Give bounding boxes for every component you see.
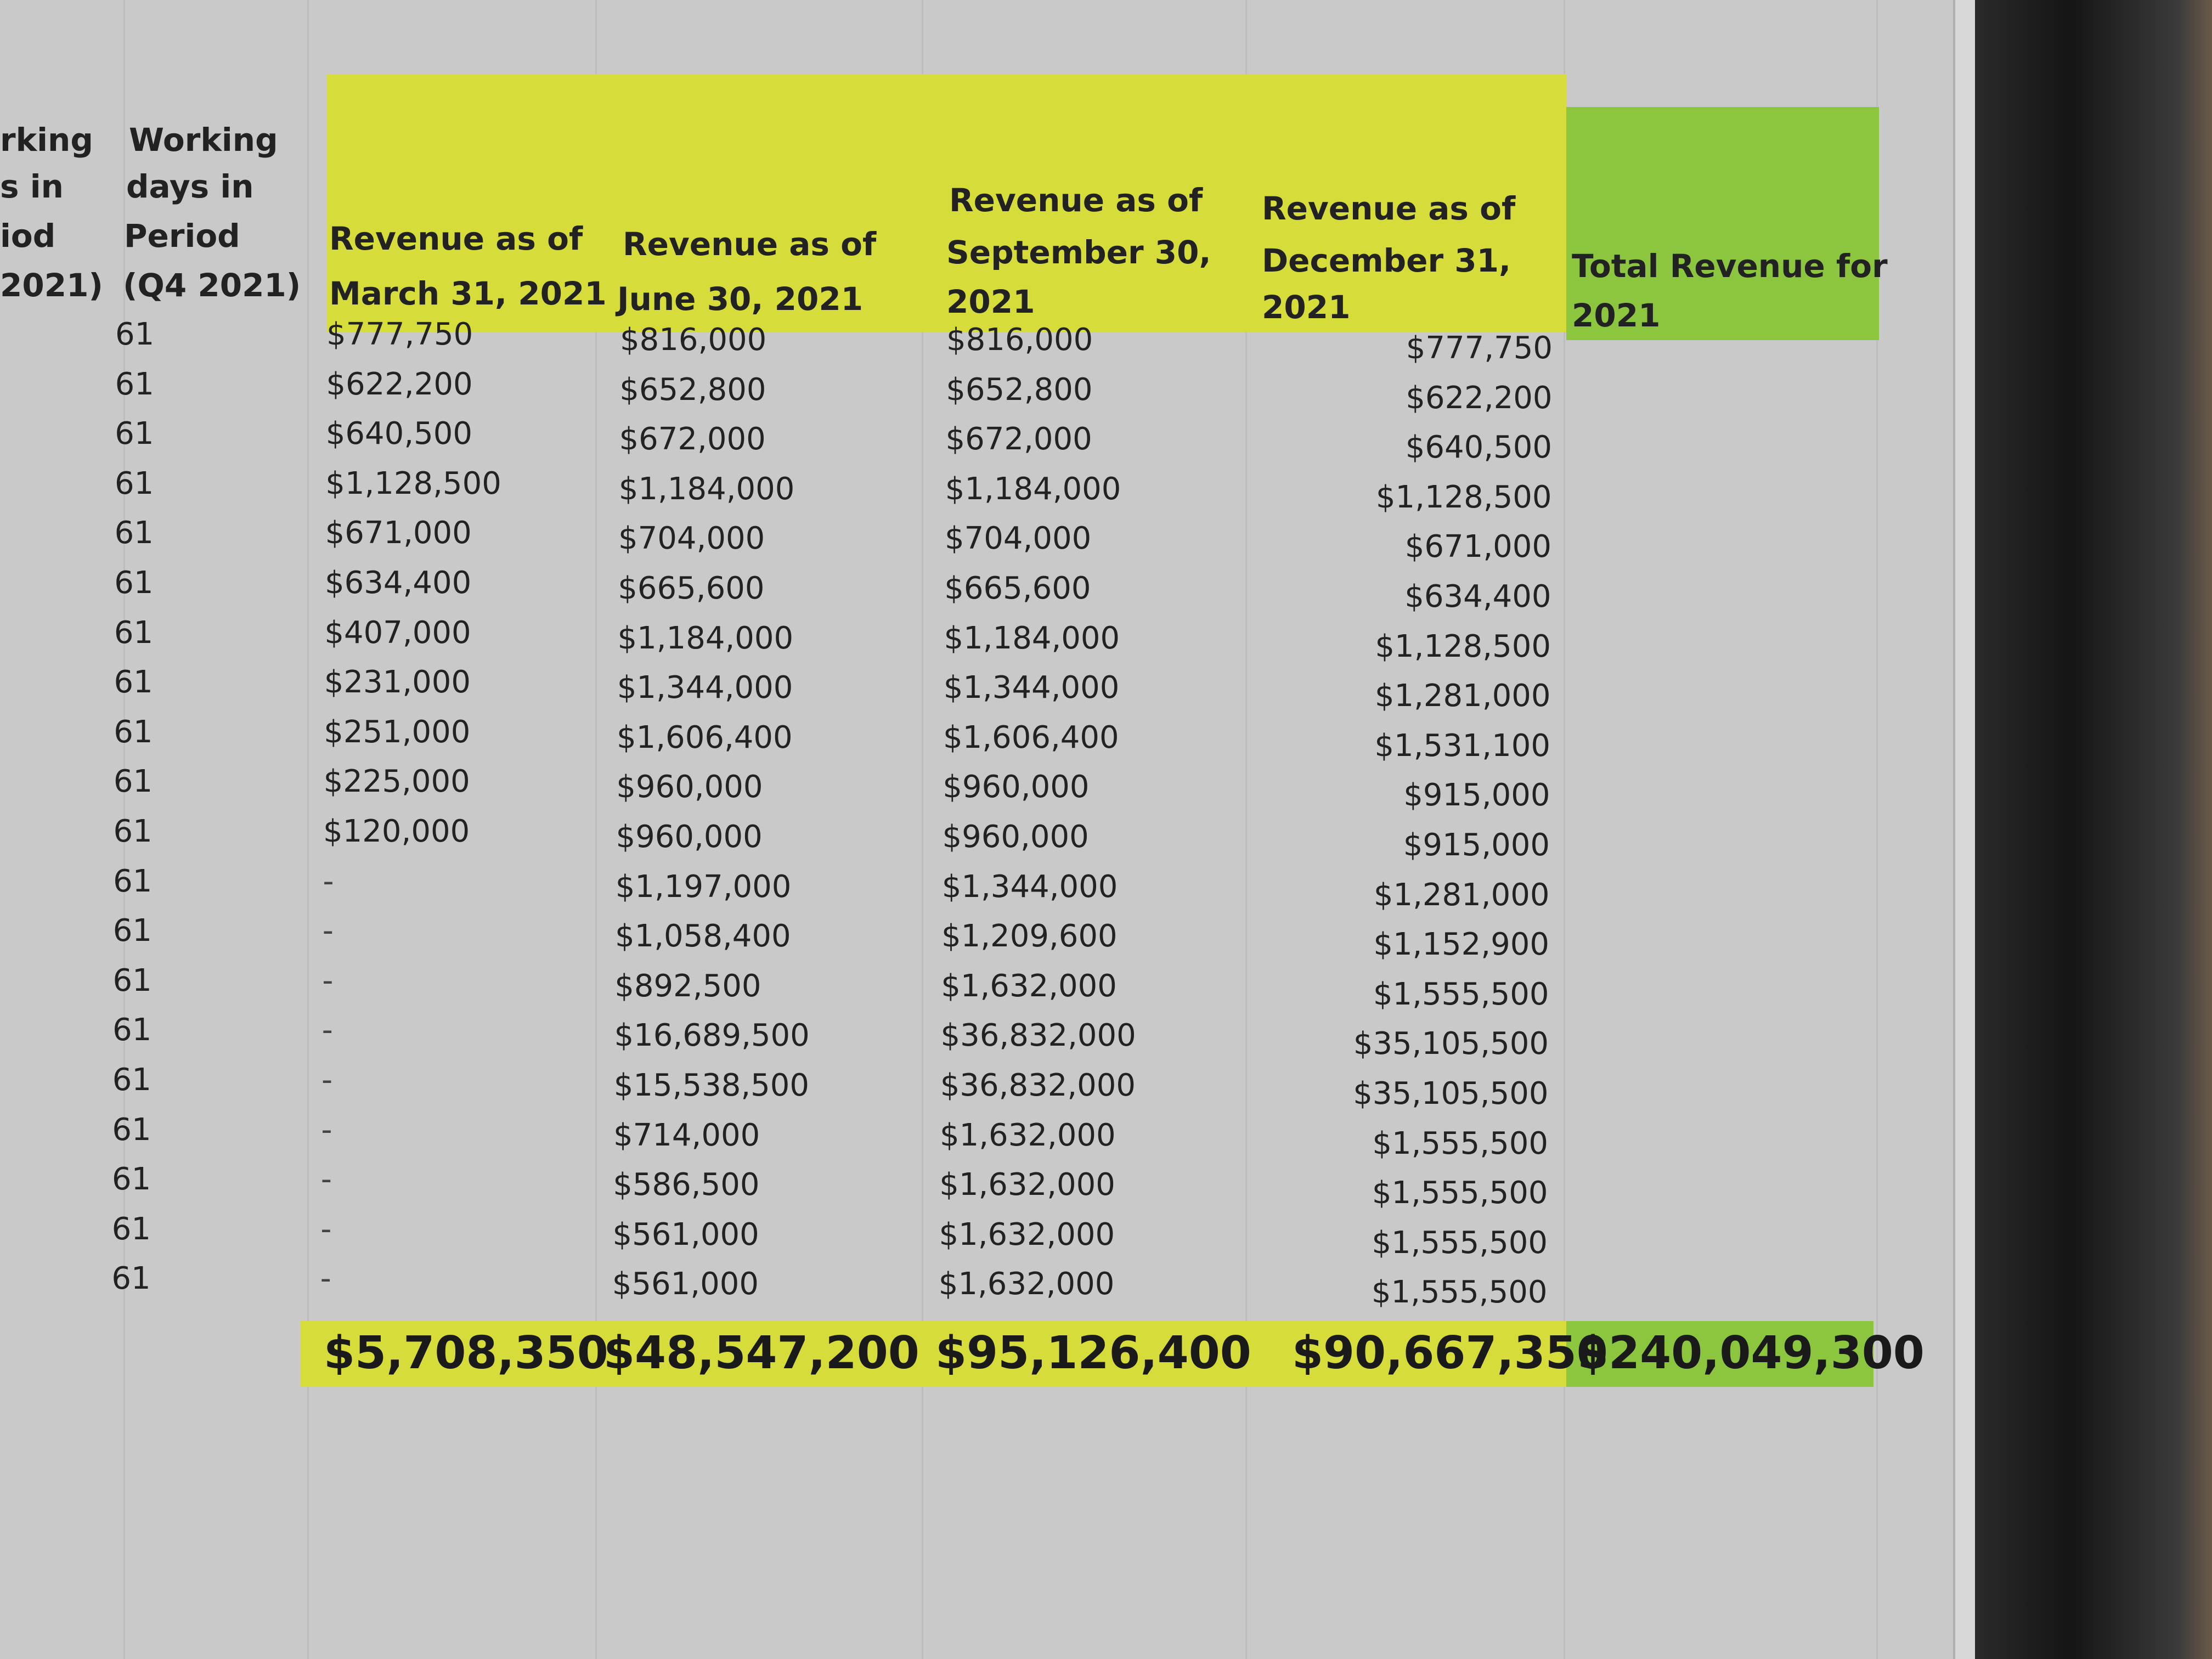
cell-q2-revenue[interactable]: $16,689,500 [614,1018,810,1054]
header-prev-working-days-line2: s in [0,168,64,205]
header-q2-line1: Revenue as of [623,225,877,263]
header-q3-line2: September 30, [946,234,1211,271]
header-working-days-line2: days in [126,168,254,205]
cell-q2-revenue[interactable]: $960,000 [616,769,763,805]
cell-q4-revenue[interactable]: $671,000 [1404,529,1551,565]
cell-q1-revenue[interactable]: $407,000 [324,614,471,651]
cell-q4-revenue[interactable]: $1,531,100 [1374,727,1550,764]
cell-q2-revenue[interactable]: $15,538,500 [613,1068,810,1103]
cell-working-days[interactable]: 61 [112,1161,151,1198]
header-q4-line2: December 31, [1262,242,1511,279]
cell-q3-revenue[interactable]: $1,632,000 [941,968,1117,1004]
cell-q2-revenue[interactable]: $816,000 [620,322,767,358]
cell-q4-revenue[interactable]: $622,200 [1406,380,1553,416]
cell-working-days[interactable]: 61 [112,913,153,949]
cell-q1-revenue[interactable]: - [320,1211,332,1247]
header-working-days-line3: Period [124,217,240,255]
cell-q1-revenue[interactable]: $120,000 [323,814,470,849]
cell-working-days[interactable]: 61 [113,764,153,800]
window-edge [1953,0,1977,1659]
header-prev-working-days-line4: 2021) [0,267,103,304]
cell-q1-revenue[interactable]: - [320,1161,332,1198]
cell-working-days[interactable]: 61 [112,1012,152,1048]
cell-q1-revenue[interactable]: - [323,863,334,899]
cell-q4-revenue[interactable]: $1,281,000 [1374,678,1551,714]
cell-q4-revenue[interactable]: $1,152,900 [1373,927,1549,963]
cell-working-days[interactable]: 61 [111,1211,151,1247]
cell-q2-revenue[interactable]: $1,197,000 [615,868,792,905]
cell-q4-revenue[interactable]: $1,128,500 [1375,479,1552,515]
cell-q3-revenue[interactable]: $1,344,000 [943,670,1120,706]
header-working-days-line1: Working [129,121,278,159]
cell-q4-revenue[interactable]: $1,128,500 [1375,628,1551,664]
cell-q4-revenue[interactable]: $1,555,500 [1373,976,1549,1012]
header-q1-line2: March 31, 2021 [329,275,607,312]
cell-working-days[interactable]: 61 [112,1062,152,1098]
cell-q4-revenue[interactable]: $777,750 [1406,330,1553,366]
header-total-line1: Total Revenue for [1572,247,1888,285]
header-q3-line3: 2021 [946,283,1035,320]
cell-q3-revenue[interactable]: $1,209,600 [941,918,1118,955]
cell-working-days[interactable]: 61 [114,515,154,551]
total-year[interactable]: $240,049,300 [1577,1327,1925,1379]
cell-q3-revenue[interactable]: $1,344,000 [941,868,1118,905]
cell-q2-revenue[interactable]: $1,058,400 [615,918,791,955]
cell-q3-revenue[interactable]: $960,000 [943,769,1090,805]
cell-q4-revenue[interactable]: $915,000 [1403,777,1550,814]
cell-q1-revenue[interactable]: $671,000 [325,515,472,551]
cell-q2-revenue[interactable]: $1,344,000 [617,670,793,706]
cell-q3-revenue[interactable]: $672,000 [945,421,1092,458]
total-q2[interactable]: $48,547,200 [603,1327,919,1379]
cell-q2-revenue[interactable]: $1,606,400 [617,719,793,755]
cell-q2-revenue[interactable]: $1,184,000 [618,471,795,507]
monitor-bezel [1975,0,2212,1659]
cell-q4-revenue[interactable]: $1,281,000 [1373,877,1550,913]
cell-q1-revenue[interactable]: - [321,1062,333,1098]
cell-q3-revenue[interactable]: $704,000 [945,521,1092,557]
cell-working-days[interactable]: 61 [112,1111,151,1148]
cell-q2-revenue[interactable]: $561,000 [612,1266,759,1302]
cell-working-days[interactable]: 61 [112,962,152,998]
cell-q1-revenue[interactable]: $640,500 [325,416,472,452]
cell-q1-revenue[interactable]: $251,000 [324,714,471,750]
cell-q2-revenue[interactable]: $704,000 [618,521,765,557]
cell-q1-revenue[interactable]: - [321,1111,332,1148]
cell-q4-revenue[interactable]: $1,555,500 [1372,1125,1548,1161]
cell-q1-revenue[interactable]: - [320,1261,331,1297]
header-q4-line3: 2021 [1262,289,1351,326]
cell-working-days[interactable]: 61 [114,614,154,651]
cell-working-days[interactable]: 61 [113,863,153,899]
cell-q2-revenue[interactable]: $665,600 [618,571,765,606]
header-total-line2: 2021 [1572,297,1661,334]
cell-q1-revenue[interactable]: $777,750 [326,317,473,352]
cell-q3-revenue[interactable]: $652,800 [946,371,1093,408]
cell-q1-revenue[interactable]: $231,000 [324,664,471,701]
cell-q4-revenue[interactable]: $915,000 [1403,827,1550,863]
header-q3-line1: Revenue as of [949,182,1203,219]
cell-working-days[interactable]: 61 [115,366,154,402]
header-q1-line1: Revenue as of [329,220,583,257]
cell-q3-revenue[interactable]: $665,600 [944,571,1091,606]
cell-q4-revenue[interactable]: $1,555,500 [1372,1175,1548,1211]
cell-q3-revenue[interactable]: $960,000 [942,819,1089,855]
cell-q1-revenue[interactable]: - [321,1012,333,1048]
cell-q2-revenue[interactable]: $892,500 [614,968,761,1004]
cell-q4-revenue[interactable]: $640,500 [1405,430,1552,466]
cell-working-days[interactable]: 61 [114,565,154,601]
cell-working-days[interactable]: 61 [111,1261,151,1297]
cell-q4-revenue[interactable]: $1,555,500 [1372,1224,1548,1261]
cell-q1-revenue[interactable]: $1,128,500 [325,465,501,501]
cell-q4-revenue[interactable]: $1,555,500 [1371,1274,1548,1311]
cell-q3-revenue[interactable]: $1,632,000 [940,1117,1116,1153]
cell-working-days[interactable]: 61 [115,416,154,452]
total-q4[interactable]: $90,667,350 [1292,1327,1608,1379]
cell-q3-revenue[interactable]: $36,832,000 [940,1018,1136,1054]
total-q3[interactable]: $95,126,400 [935,1327,1251,1379]
cell-q4-revenue[interactable]: $35,105,500 [1353,1026,1549,1062]
cell-working-days[interactable]: 61 [113,814,153,849]
cell-q2-revenue[interactable]: $586,500 [613,1167,760,1203]
header-prev-working-days-line1: rking [0,121,93,159]
cell-working-days[interactable]: 61 [115,317,155,352]
cell-q1-revenue[interactable]: $634,400 [325,565,472,601]
cell-q2-revenue[interactable]: $561,000 [612,1216,759,1252]
cell-q3-revenue[interactable]: $36,832,000 [940,1068,1136,1103]
cell-q2-revenue[interactable]: $652,800 [619,371,766,408]
header-prev-working-days-line3: iod [0,217,56,255]
total-q1[interactable]: $5,708,350 [324,1327,608,1379]
cell-q3-revenue[interactable]: $1,606,400 [943,719,1119,755]
cell-q3-revenue[interactable]: $1,632,000 [938,1266,1115,1302]
cell-q1-revenue[interactable]: - [322,913,334,949]
header-q2-line2: June 30, 2021 [617,280,864,318]
header-q4-line1: Revenue as of [1262,190,1516,227]
cell-q1-revenue[interactable]: - [322,962,334,998]
cell-q4-revenue[interactable]: $634,400 [1404,579,1551,614]
cell-working-days[interactable]: 61 [114,465,154,501]
column-divider [307,0,309,1659]
cell-q3-revenue[interactable]: $1,632,000 [939,1216,1115,1252]
cell-q1-revenue[interactable]: $622,200 [326,366,473,402]
header-working-days-line4: (Q4 2021) [123,267,301,304]
cell-q2-revenue[interactable]: $672,000 [619,421,766,458]
cell-q3-revenue[interactable]: $816,000 [946,322,1093,358]
cell-working-days[interactable]: 61 [114,664,153,701]
cell-q2-revenue[interactable]: $714,000 [613,1117,760,1153]
cell-q4-revenue[interactable]: $35,105,500 [1353,1076,1549,1111]
cell-q2-revenue[interactable]: $960,000 [616,819,763,855]
cell-q2-revenue[interactable]: $1,184,000 [617,620,794,656]
cell-q3-revenue[interactable]: $1,632,000 [939,1167,1115,1203]
cell-q3-revenue[interactable]: $1,184,000 [944,620,1120,656]
cell-working-days[interactable]: 61 [114,714,153,750]
cell-q3-revenue[interactable]: $1,184,000 [945,471,1121,507]
cell-q1-revenue[interactable]: $225,000 [323,764,470,800]
